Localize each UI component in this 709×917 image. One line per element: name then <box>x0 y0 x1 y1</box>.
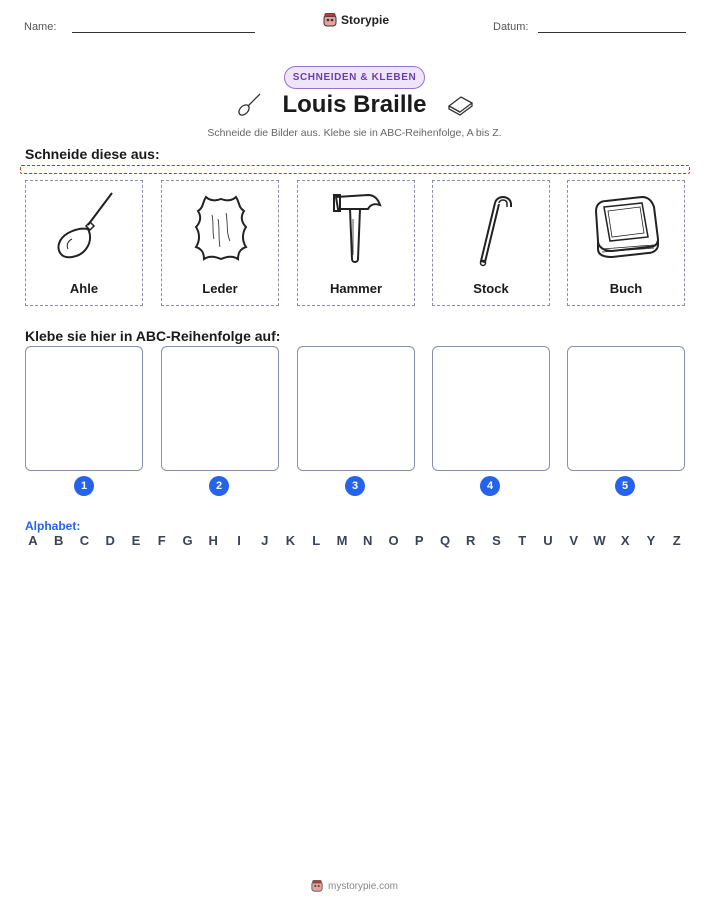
alphabet-letter-p: P <box>414 533 424 548</box>
instructions: Schneide die Bilder aus. Klebe sie in ABC-Reihenfolge, A bis Z. <box>207 127 502 139</box>
cut-section-heading: Schneide diese aus: <box>25 146 160 162</box>
storypie-mascot-icon <box>323 13 337 27</box>
card-label: Stock <box>473 281 509 296</box>
paste-slot-2[interactable] <box>161 346 279 471</box>
alphabet-letter-d: D <box>105 533 115 548</box>
alphabet-letter-f: F <box>157 533 166 548</box>
alphabet-letter-r: R <box>466 533 476 548</box>
book-icon <box>592 189 662 269</box>
name-line <box>72 32 255 33</box>
paste-slot-1[interactable] <box>25 346 143 471</box>
hammer-icon <box>322 189 392 269</box>
alphabet-letter-y: Y <box>646 533 656 548</box>
alphabet-letter-t: T <box>518 533 527 548</box>
alphabet-letter-g: G <box>182 533 193 548</box>
cane-icon <box>457 189 527 269</box>
leather-hide-icon <box>186 189 256 269</box>
paste-slot-4[interactable] <box>432 346 550 471</box>
paste-slot-3[interactable] <box>297 346 415 471</box>
alphabet-letter-x: X <box>620 533 630 548</box>
storypie-logo <box>323 13 389 27</box>
slot-number-4: 4 <box>480 476 500 496</box>
alphabet-letter-s: S <box>492 533 501 548</box>
alphabet-letter-o: O <box>388 533 399 548</box>
alphabet-letter-m: M <box>336 533 348 548</box>
card-label: Leder <box>202 281 238 296</box>
page-title: Louis Braille <box>282 91 427 118</box>
slot-number-1: 1 <box>74 476 94 496</box>
cut-card-buch[interactable] <box>567 180 685 306</box>
alphabet-row <box>25 533 685 551</box>
name-label: Name: <box>24 21 57 33</box>
alphabet-letter-z: Z <box>672 533 681 548</box>
cut-card-hammer[interactable] <box>297 180 415 306</box>
footer-url: mystorypie.com <box>327 880 398 892</box>
card-label: Ahle <box>69 281 99 296</box>
activity-badge: SCHNEIDEN & KLEBEN <box>284 66 425 89</box>
paste-section-heading: Klebe sie hier in ABC-Reihenfolge auf: <box>25 328 281 344</box>
storypie-mascot-icon <box>311 880 323 892</box>
alphabet-letter-q: Q <box>439 533 451 548</box>
awl-icon <box>50 189 120 269</box>
card-label: Hammer <box>329 281 383 296</box>
book-deco-icon <box>446 94 474 116</box>
alphabet-letter-b: B <box>54 533 64 548</box>
alphabet-letter-j: J <box>261 533 269 548</box>
alphabet-letter-h: H <box>208 533 218 548</box>
alphabet-letter-u: U <box>543 533 553 548</box>
alphabet-letter-c: C <box>79 533 90 548</box>
date-line <box>538 32 686 33</box>
cut-card-ahle[interactable] <box>25 180 143 306</box>
date-label: Datum: <box>493 21 529 33</box>
footer <box>0 880 709 892</box>
alphabet-label: Alphabet: <box>25 519 81 533</box>
alphabet-letter-a: A <box>28 533 38 548</box>
card-label: Buch <box>609 281 643 296</box>
paste-slot-5[interactable] <box>567 346 685 471</box>
slot-number-3: 3 <box>345 476 365 496</box>
alphabet-letter-v: V <box>569 533 579 548</box>
cut-card-stock[interactable] <box>432 180 550 306</box>
cut-card-leder[interactable] <box>161 180 279 306</box>
alphabet-letter-w: W <box>593 533 606 548</box>
slot-number-5: 5 <box>615 476 635 496</box>
alphabet-letter-n: N <box>363 533 373 548</box>
slot-number-2: 2 <box>209 476 229 496</box>
worksheet-header <box>0 0 709 50</box>
alphabet-letter-l: L <box>312 533 321 548</box>
alphabet-letter-k: K <box>285 533 296 548</box>
logo-text: Storypie <box>341 13 390 27</box>
alphabet-letter-i: I <box>237 533 241 548</box>
cut-line <box>20 165 690 174</box>
alphabet-letter-e: E <box>131 533 141 548</box>
